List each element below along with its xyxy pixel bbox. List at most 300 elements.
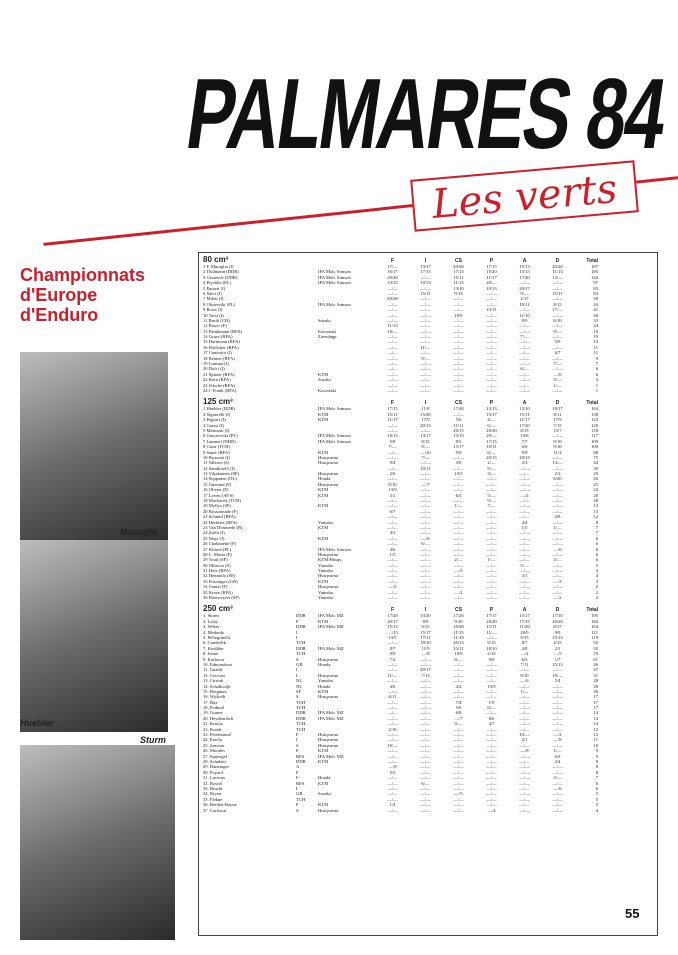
table-cell: 20 Dolci (I) [203, 366, 225, 372]
table-cell: —/— [453, 573, 464, 579]
results-tables [198, 252, 658, 936]
table-cell: 15/7 [553, 427, 562, 433]
table-cell: 26 [593, 476, 598, 482]
table-cell: —/— [552, 699, 563, 705]
table-cell: 20/20 [453, 264, 464, 269]
table-cell: —/— [519, 758, 530, 764]
table-cell: —/— [420, 460, 431, 466]
table-cell: 9/15 [421, 624, 430, 630]
table-cell: —/— [486, 323, 497, 329]
table-cell: KTM [318, 578, 329, 584]
table-cell: —/— [453, 753, 464, 759]
table-cell: Husqvarna [318, 481, 338, 487]
caption-sturm: Sturm [140, 735, 167, 745]
table-cell: —/— [552, 742, 563, 748]
table-cell: —/— [453, 371, 464, 377]
table-cell: —/— [420, 328, 431, 334]
table-cell: —/2 [520, 492, 529, 498]
table-cell: 13/13 [453, 433, 464, 439]
table-cell: 2 [595, 589, 598, 595]
table-cell: 23. Peterhansel [203, 732, 232, 738]
table-cell: TCH [296, 721, 306, 727]
table-cell: 5 Marinoni (I) [203, 427, 230, 433]
table-cell: 3/1 [389, 492, 396, 498]
table-cell: —/— [387, 753, 398, 759]
table-cell: —/— [486, 672, 497, 678]
table-cell: —/— [387, 344, 398, 350]
table-cell: S [296, 742, 299, 748]
table-cell: —/— [387, 465, 398, 471]
table-cell: 17/15 [420, 269, 431, 275]
table-cell: 20/— [486, 433, 497, 439]
table-cell: —/— [519, 465, 530, 471]
table-cell: 11/— [420, 344, 431, 350]
table-cell: 1. Sturm [203, 613, 219, 619]
table-cell: —/2 [553, 595, 562, 601]
table-cell: 6 [595, 546, 598, 552]
table-cell: 3/— [553, 775, 562, 781]
table-cell: —/— [453, 519, 464, 525]
table-cell: —/— [387, 535, 398, 541]
table-cell: 10 [593, 742, 598, 748]
table-cell: Husqvarna [318, 737, 338, 743]
table-cell: KTM [318, 449, 329, 455]
table-cell: —/— [453, 769, 464, 775]
table-cell: —/— [519, 476, 530, 482]
table-cell: 30 [593, 465, 598, 471]
table-cell: —/— [486, 339, 497, 345]
table-cell: —/— [387, 541, 398, 547]
table-cell: S [296, 807, 299, 813]
table-cell: 20/20 [552, 618, 563, 624]
table-cell: 138 [591, 411, 598, 417]
table-cell: —/— [420, 589, 431, 595]
column-header: F [390, 400, 395, 407]
table-cell [296, 388, 318, 393]
table-cell: —/— [387, 312, 398, 318]
table-cell: 31. Lacroux [203, 775, 226, 781]
table-cell: —/— [552, 562, 563, 568]
table-cell: 20/13 [453, 640, 464, 646]
table-cell: —/3 [553, 578, 562, 584]
table-cell: 185 [591, 269, 598, 275]
table-cell: 19 Lumina (I) [203, 361, 229, 367]
table-cell: 119 [591, 635, 598, 640]
table-cell: 100 [591, 444, 598, 450]
column-header: F [390, 258, 395, 264]
table-cell: 10/10 [420, 640, 431, 646]
table-cell: —/— [387, 371, 398, 377]
table-cell: —/— [519, 514, 530, 520]
table-cell: 40 [593, 312, 598, 318]
table-cell: 1 [595, 387, 598, 393]
table-cell: 13/11 [453, 645, 464, 651]
table-cell: —/— [552, 551, 563, 557]
table-cell: 15/13 [519, 264, 530, 269]
table-cell: 9 Sauer (RFA) [203, 449, 230, 455]
table-cell: I [296, 629, 298, 635]
table-cell: —/— [486, 355, 497, 361]
table-cell: —/— [387, 387, 398, 393]
table-cell: —/— [453, 661, 464, 667]
table-cell: —/— [519, 280, 530, 286]
table-cell: 11 Nilsson (S) [203, 460, 230, 466]
table-cell: 4 [595, 573, 598, 579]
table-cell: IFA Mob. MZ [318, 753, 344, 759]
table-cell: —/— [519, 699, 530, 705]
table-cell: —/— [486, 519, 497, 525]
table-cell: —/— [453, 737, 464, 743]
table-cell: 5/4 [554, 678, 561, 684]
table-cell: —/— [486, 546, 497, 552]
table-cell: —/— [453, 454, 464, 460]
table-cell: 11 [593, 344, 598, 350]
table-cell: 5 Passeri (I) [203, 285, 226, 291]
table-cell: —/— [552, 296, 563, 302]
table-cell: —/— [486, 382, 497, 388]
table-cell: 11/8 [421, 406, 430, 412]
table-cell: 27. Spitzegel [203, 753, 227, 759]
table-cell: —/— [552, 454, 563, 460]
table-cell: 13/5 [388, 635, 397, 640]
table-cell: 3/8 [455, 460, 462, 466]
table-cell: 3. Weber [203, 624, 220, 630]
table-cell: 7 Lammel (DDR) [203, 438, 236, 444]
table-cell: IFA Mob. Simson [318, 406, 351, 412]
table-cell: Husqvarna [318, 694, 338, 700]
column-header: CS [455, 607, 462, 614]
table-cell: 15. Bergman [203, 688, 227, 694]
table-cell: 14 Gruse (RFA) [203, 334, 233, 340]
table-cell: KTM [318, 503, 329, 509]
table-cell: 2/1 [554, 645, 561, 651]
table-cell: Husqvarna [318, 672, 338, 678]
table-cell: 35. Flekne [203, 796, 223, 802]
table-cell: TCH [296, 796, 306, 802]
table-cell: 4 [595, 568, 598, 574]
table-cell: 8/15 [421, 438, 430, 444]
table-cell: 17/15 [486, 264, 497, 269]
table-cell: —/— [387, 519, 398, 525]
table-cell: —/— [486, 732, 497, 738]
table-cell: —/— [453, 535, 464, 541]
table-cell: 10/13 [420, 280, 431, 286]
table-cell: 11/10 [453, 635, 464, 640]
table-cell: —/— [387, 514, 398, 520]
table-cell: —/— [420, 573, 431, 579]
table-cell: —/— [486, 508, 497, 514]
table-cell: 6/20 [553, 476, 562, 482]
table-cell: 9. Karlsson [203, 656, 224, 662]
table-cell: 1 F. Muraglia (I) [203, 264, 234, 269]
table-cell: —/— [519, 742, 530, 748]
table-cell: 13/17 [420, 264, 431, 269]
table-cell: TCH [296, 651, 306, 657]
table-cell: 1/5 [389, 551, 396, 557]
table-cell: —/— [387, 422, 398, 428]
table-cell: —/— [552, 802, 563, 808]
table-cell: —/— [453, 514, 464, 520]
table-cell: 7/15 [553, 422, 562, 428]
table-cell: —/— [387, 578, 398, 584]
table-cell: 195 [591, 613, 598, 619]
table-cell: 9/9 [389, 651, 396, 657]
table-cell: 6 [595, 535, 598, 541]
table-cell: 17/20 [453, 613, 464, 619]
table-cell: —/— [387, 290, 398, 296]
table-cell: I [296, 672, 298, 678]
table-cell: 13 [593, 503, 598, 509]
table-cell: 4/7 [488, 721, 495, 727]
table-cell: —/— [552, 764, 563, 770]
table-cell: 2/1 [521, 737, 528, 743]
table-cell: —/— [552, 492, 563, 498]
table-cell: 17/15 [486, 438, 497, 444]
table-cell: —/— [486, 514, 497, 520]
table-cell: —/— [453, 481, 464, 487]
table-cell: 13/20 [420, 613, 431, 619]
table-cell: 3/— [487, 471, 496, 477]
table-cell: —/— [420, 694, 431, 700]
table-cell: —/— [420, 519, 431, 525]
table-cell: —/— [486, 387, 497, 393]
table-cell: —/— [519, 683, 530, 689]
table-cell: —/— [387, 732, 398, 738]
table-cell: 187 [591, 264, 598, 269]
table-cell: —/— [420, 737, 431, 743]
table-cell: 1/9 [488, 699, 495, 705]
class-table [203, 604, 653, 812]
table-cell: 17/15 [387, 406, 398, 412]
table-cell: —/— [420, 361, 431, 367]
table-cell: 7 Mileti (I) [203, 296, 224, 302]
table-cell: 6 [595, 785, 598, 791]
table-cell: 11/10 [519, 312, 530, 318]
table-cell: 20/15 [486, 454, 497, 460]
table-cell: 10/8 [520, 433, 529, 439]
table-cell: 27 Klusen (PL) [203, 546, 232, 552]
table-cell: —/— [519, 487, 530, 493]
table-cell: 7 [595, 530, 598, 536]
table-cell: 4/3 [389, 530, 396, 536]
table-cell: 6/8 [455, 710, 462, 716]
table-cell: 11/11 [453, 422, 464, 428]
table-cell: 15/17 [486, 411, 497, 417]
table-cell: —/— [453, 578, 464, 584]
table-cell: —/— [420, 568, 431, 574]
table-cell: 11/20 [519, 624, 530, 630]
table-cell: 6 [595, 780, 598, 786]
table-cell: 7 [595, 361, 598, 367]
table-cell: —/— [420, 764, 431, 770]
table-cell: 6/6 [521, 444, 528, 450]
table-cell: 2/17 [520, 296, 529, 302]
table-cell: 25 [593, 481, 598, 487]
table-cell: 4/8 [521, 645, 528, 651]
table-cell: 34. Bryon [203, 791, 222, 797]
table-cell: 9 [595, 758, 598, 764]
table-cell: KTM/Husqv. [318, 557, 343, 563]
table-cell: 75 [593, 454, 598, 460]
table-cell: —/5 [454, 791, 463, 797]
table-cell: —/— [453, 775, 464, 781]
table-cell: —/— [420, 688, 431, 694]
table-cell: 9/10 [553, 438, 562, 444]
table-cell: 11. Gualdi [203, 667, 223, 673]
table-cell: IFA Mob. Simson [318, 301, 351, 307]
table-cell: —/— [420, 312, 431, 318]
table-cell: 35 Kroze (RFA) [203, 589, 233, 595]
table-cell: 6/— [487, 422, 496, 428]
table-cell: —/— [453, 339, 464, 345]
table-cell: —/— [519, 541, 530, 547]
table-cell: Yamaha [318, 568, 333, 574]
table-cell: 1/4 [389, 802, 396, 808]
table-cell: GB [296, 791, 303, 797]
table-cell: 13/15 [519, 269, 530, 275]
table-cell: —/— [420, 785, 431, 791]
table-cell: —/— [552, 726, 563, 732]
table-cell: TCH [296, 699, 306, 705]
table-cell: —/— [453, 667, 464, 673]
table-cell: —/— [420, 753, 431, 759]
table-cell: 15/13 [552, 661, 563, 667]
table-cell: 19 [593, 334, 598, 340]
table-cell: —/— [552, 498, 563, 504]
table-cell: 14 [593, 721, 598, 727]
table-cell: F [296, 802, 299, 808]
table-cell: —/— [387, 355, 398, 361]
table-cell: —/— [387, 382, 398, 388]
table-cell: 20/20 [552, 264, 563, 269]
table-cell: —/— [552, 791, 563, 797]
table-cell: —/— [519, 726, 530, 732]
table-cell: 6 [595, 557, 598, 563]
table-cell: 10/5 [454, 471, 463, 477]
table-cell: —/— [519, 503, 530, 509]
table-cell: Yamaha [318, 562, 333, 568]
table-cell: —/— [519, 498, 530, 504]
table-cell: —/— [519, 802, 530, 808]
column-header: A [522, 607, 527, 614]
table-cell: —/— [420, 387, 431, 393]
table-cell: KTM [318, 487, 329, 493]
table-cell: 4 [595, 807, 598, 813]
table-cell: 20/13 [420, 422, 431, 428]
table-cell: —/— [420, 487, 431, 493]
table-cell: —/6 [553, 546, 562, 552]
table-cell: 11/— [486, 629, 497, 635]
section-title: Championnats d'Europe d'Enduro [20, 265, 146, 325]
table-cell: —/— [519, 481, 530, 487]
table-cell: —/— [519, 694, 530, 700]
table-cell: 9/9 [521, 449, 528, 455]
table-cell: —/— [420, 476, 431, 482]
table-cell: —/— [420, 578, 431, 584]
table-cell: 6/— [421, 780, 430, 786]
table-cell: 9 Rossi (I) [203, 307, 223, 313]
table-cell: 17. Bux [203, 699, 218, 705]
table-cell: 5/6 [455, 417, 462, 423]
table-cell: —/— [519, 371, 530, 377]
table-cell: 13/— [552, 460, 563, 466]
table-cell: —/— [387, 780, 398, 786]
table-cell: 2/6 [389, 471, 396, 477]
table-cell: —/— [486, 635, 497, 640]
table-cell: —/— [453, 546, 464, 552]
table-cell: 13/17 [420, 433, 431, 439]
table-cell: 6/— [487, 705, 496, 711]
table-cell: —/— [519, 328, 530, 334]
table-cell: —/— [486, 667, 497, 673]
table-cell: KTM [318, 492, 329, 498]
table-cell: —/— [552, 355, 563, 361]
table-cell: —/— [486, 748, 497, 754]
table-cell: —/— [453, 562, 464, 568]
table-cell: —/— [519, 780, 530, 786]
table-cell: 41 [593, 307, 598, 313]
table-cell: 30 Ohlsson (S) [203, 562, 231, 568]
table-cell: —/— [486, 785, 497, 791]
table-cell: —/— [486, 290, 497, 296]
table-cell: —/— [552, 541, 563, 547]
table-cell: DDR [296, 613, 306, 619]
table-cell: Husqvarna [318, 471, 338, 477]
table-cell: 13 Viljakainen (SF) [203, 471, 240, 477]
table-cell: 4/8 [554, 514, 561, 520]
table-cell: —/— [420, 705, 431, 711]
table-cell: 164 [591, 406, 598, 412]
table-cell: TCH [296, 640, 306, 646]
table-cell: Honda [318, 775, 331, 781]
table-cell: 13/10 [519, 406, 530, 412]
table-cell: —/— [420, 296, 431, 302]
table-cell: —/— [552, 796, 563, 802]
table-cell: 26. Morales [203, 748, 225, 754]
table-cell: —/— [453, 411, 464, 417]
table-cell: 10/11 [420, 465, 431, 471]
table-cell: 15/13 [552, 635, 563, 640]
table-cell: —/— [420, 339, 431, 345]
table-cell: 22 Herberts (RFA) [203, 519, 238, 525]
table-cell: Husqvarna [318, 742, 338, 748]
table-cell: —/— [486, 578, 497, 584]
table-cell: 6/3 [521, 656, 528, 662]
table-cell: —/— [486, 562, 497, 568]
table-cell: 3/4 [554, 758, 561, 764]
table-cell: 5 [595, 791, 598, 797]
table-cell: 30. Poyard [203, 769, 223, 775]
table-cell: —/— [486, 524, 497, 530]
table-cell: —/— [453, 807, 464, 813]
table-cell: 3/1 [521, 573, 528, 579]
table-cell: —/— [387, 595, 398, 601]
table-cell: 13/10 [453, 285, 464, 291]
table-cell: —/— [519, 769, 530, 775]
table-cell: 21. Krnoja [203, 721, 223, 727]
table-cell: —/— [387, 454, 398, 460]
table-cell: 10/17 [552, 406, 563, 412]
table-cell: 15/11 [519, 411, 530, 417]
table-cell: —/— [387, 568, 398, 574]
table-cell: —/— [387, 307, 398, 313]
table-cell: F [296, 769, 299, 775]
table-cell: 10. Edmondson [203, 661, 232, 667]
table-cell: 8/7 [521, 640, 528, 646]
table-cell: I [296, 635, 298, 640]
table-cell: —/— [453, 465, 464, 471]
table-cell: —/4 [487, 807, 496, 813]
